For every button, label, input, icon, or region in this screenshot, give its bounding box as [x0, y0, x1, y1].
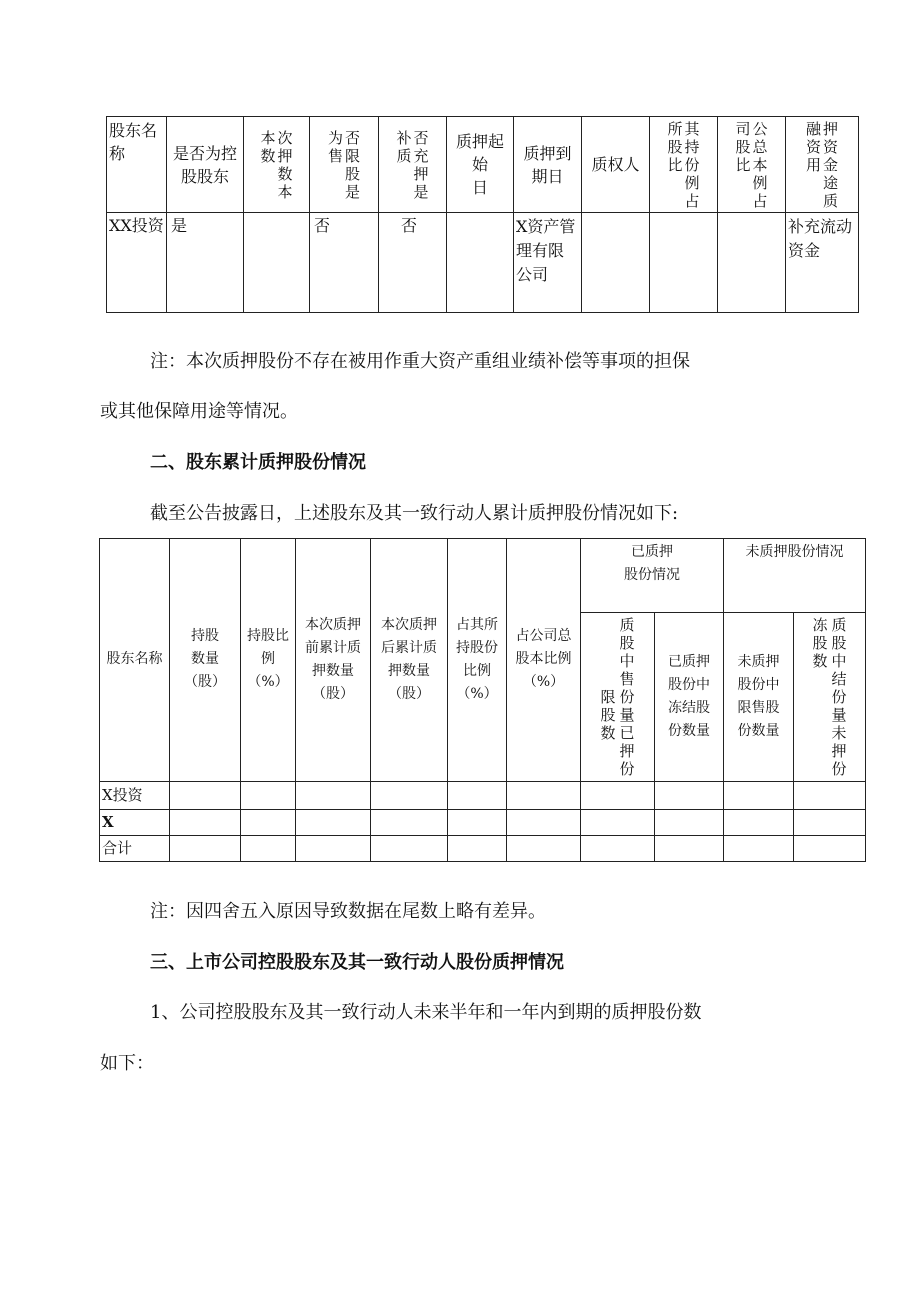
- cell: [241, 781, 296, 809]
- header-of-held: 占其所 持股份 比例 （%）: [448, 539, 507, 782]
- cell: [448, 809, 507, 835]
- cell: [581, 835, 655, 861]
- note-1-line-2: 或其他保障用途等情况。: [100, 401, 298, 422]
- cell: [371, 781, 448, 809]
- header-before-pledge: 本次质押 前累计质 押数量 （股）: [296, 539, 371, 782]
- cell: [170, 781, 241, 809]
- cell-shareholder-name: XX投资: [107, 213, 167, 313]
- header-is-supplementary: 补 质 否 充 押 是: [379, 117, 447, 213]
- header-start-date: 质押起 始 日: [447, 117, 514, 213]
- cumulative-pledge-table: [99, 538, 866, 862]
- header-unpledged-restricted: 未质押 股份中 限售股 份数量: [724, 613, 794, 782]
- header-pledge-shares: 本 数 次 押 数 本: [244, 117, 310, 213]
- cell: [507, 835, 581, 861]
- section-2-title: 二、股东累计质押股份情况: [150, 452, 366, 473]
- cell: [581, 809, 655, 835]
- cell: [655, 835, 724, 861]
- cell: [655, 781, 724, 809]
- cell-pledgee: X资产管理有限公司: [514, 213, 582, 313]
- cell-ratio-of-total: [718, 213, 786, 313]
- header-unpledged-group: 未质押股份情况: [724, 539, 866, 613]
- row-label-total: 合计: [100, 835, 170, 861]
- header-name: 股东名称: [100, 539, 170, 782]
- cell-is-restricted: 否: [310, 213, 379, 313]
- cell: [655, 809, 724, 835]
- row-label-x-investment: X投资: [100, 781, 170, 809]
- cell: [794, 809, 866, 835]
- section-3-para-line-2: 如下：: [100, 1053, 154, 1074]
- cell-end-date: [582, 213, 650, 313]
- cell: [794, 835, 866, 861]
- header-shares-held: 持股 数量 （股）: [170, 539, 241, 782]
- cell-is-controlling: 是: [167, 213, 244, 313]
- cell: [581, 781, 655, 809]
- cell: [507, 781, 581, 809]
- cell: [371, 835, 448, 861]
- header-ratio-of-total: 司 股 比 公 总 本 例 占: [718, 117, 786, 213]
- cell: [371, 809, 448, 835]
- section-3-title: 三、上市公司控股股东及其一致行动人股份质押情况: [150, 952, 564, 973]
- cell: [296, 835, 371, 861]
- header-after-pledge: 本次质押 后累计质 押数量 （股）: [371, 539, 448, 782]
- cell: [296, 781, 371, 809]
- cell: [296, 809, 371, 835]
- header-pledged-group: 已质押 股份情况: [581, 539, 724, 613]
- header-is-controlling: 是否为控股股东: [167, 117, 244, 213]
- cell: [448, 781, 507, 809]
- section-2-intro: 截至公告披露日，上述股东及其一致行动人累计质押股份情况如下:: [150, 503, 679, 524]
- cell-ratio-of-held: [650, 213, 718, 313]
- cell-financing-purpose: 补充流动资金: [786, 213, 859, 313]
- header-shareholder-name: 股东名称: [107, 117, 167, 213]
- cell: [724, 809, 794, 835]
- header-ratio-of-held: 所 股 比 其 持 份 例 占: [650, 117, 718, 213]
- note-1-line-1: 注：本次质押股份不存在被用作重大资产重组业绩补偿等事项的担保: [150, 351, 690, 372]
- cell: [507, 809, 581, 835]
- cell-start-date: [447, 213, 514, 313]
- cell: [241, 809, 296, 835]
- header-pledged-restricted: 限 股 数 质 股 中 售 份 量 已 押 份: [581, 613, 655, 782]
- cell: [794, 781, 866, 809]
- cell: [724, 781, 794, 809]
- cell: [170, 835, 241, 861]
- pledge-detail-table: [106, 116, 859, 313]
- section-3-para-line-1: 1、公司控股股东及其一致行动人未来半年和一年内到期的质押股份数: [150, 1002, 702, 1023]
- cell: [448, 835, 507, 861]
- header-of-total: 占公司总 股本比例 （%）: [507, 539, 581, 782]
- header-pledged-frozen: 已质押 股份中 冻结股 份数量: [655, 613, 724, 782]
- cell-pledge-shares: [244, 213, 310, 313]
- cell-is-supplementary: 否: [379, 213, 447, 313]
- cell: [724, 835, 794, 861]
- note-2: 注：因四舍五入原因导致数据在尾数上略有差异。: [150, 901, 546, 922]
- header-pledgee: 质权人: [582, 117, 650, 213]
- cell: [170, 809, 241, 835]
- row-label-x: X: [100, 809, 170, 835]
- header-unpledged-frozen: 冻 股 数 质 股 中 结 份 量 未 押 份: [794, 613, 866, 782]
- header-end-date: 质押到 期日: [514, 117, 582, 213]
- cell: [241, 835, 296, 861]
- header-financing-purpose: 融 资 用 押 资 金 途 质: [786, 117, 859, 213]
- header-is-restricted: 为 售 否 限 股 是: [310, 117, 379, 213]
- header-holding-ratio: 持股比 例 （%）: [241, 539, 296, 782]
